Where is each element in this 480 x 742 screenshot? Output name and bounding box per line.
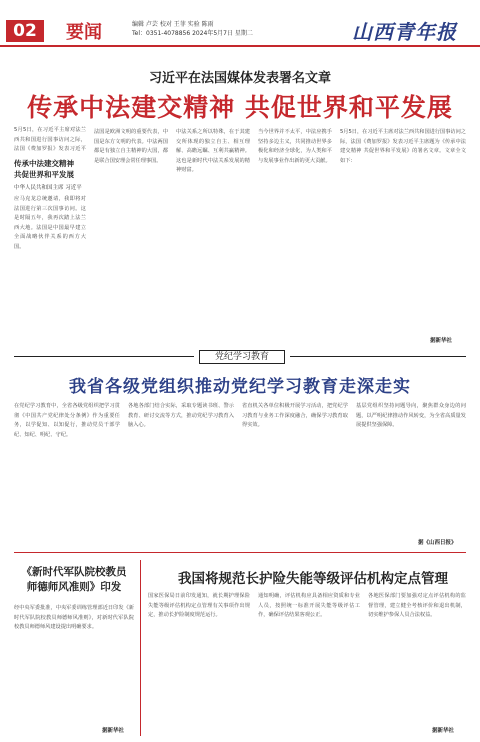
second-column-2: 各地各部门结合实际，采取专题读书班、警示教育、研讨交流等方式，推动党纪学习教育入脑入心。 xyxy=(128,403,234,429)
lead-subhead-2: 共促世界和平发展 xyxy=(14,170,74,179)
third-column-3: 各地医保部门要加强对定点评估机构的监督管理，建立健全考核评价和退出机制，切实维护参保人员合法权益。 xyxy=(368,593,466,619)
second-column-1: 在党纪学习教育中，全省各级党组织把学习贯彻《中国共产党纪律处分条例》作为重要任务，以学促知、以知促行，推动党员干部学纪、知纪、明纪、守纪。 xyxy=(14,403,120,438)
lead-column-4: 当今世界并不太平，中法应携手坚持多边主义，共同推动世界多极化和经济全球化，为人类和平与发展事业作出新的更大贡献。 xyxy=(258,129,332,164)
lead-column-2: 法国是欧洲文明的重要代表，中国是东方文明的代表。中法两国都是有独立自主精神的大国，都是联合国安理会常任理事国。 xyxy=(94,129,168,164)
section-divider xyxy=(14,552,466,553)
lead-source: 据新华社 xyxy=(430,338,453,344)
masthead xyxy=(0,0,480,48)
second-column-4: 基层党组织坚持问题导向，聚焦群众身边的问题，以严明纪律推动作风转变，为全省高质量发展提供坚强保障。 xyxy=(356,403,466,429)
lead-byline: 中华人民共和国主席 习近平 xyxy=(14,185,82,191)
second-source: 据《山西日报》 xyxy=(418,540,457,546)
tag-rule-right xyxy=(290,356,466,357)
lead-subhead-1: 传承中法建交精神 xyxy=(14,159,74,168)
side-headline xyxy=(14,565,134,595)
section-title: 要闻 xyxy=(66,22,102,43)
second-headline: 我省各级党组织推动党纪学习教育走深走实 xyxy=(69,377,411,397)
third-column-1: 国家医保局日前印发通知，就长期护理保险失能等级评估机构定点管理有关事项作出规定，推动长护险制度规范运行。 xyxy=(148,593,250,619)
third-column-2: 通知明确，评估机构应具备相应资质和专业人员，按照统一标准开展失能等级评估工作，确保评估结果客观公正。 xyxy=(258,593,360,619)
lead-headline: 传承中法建交精神 共促世界和平发展 xyxy=(27,93,453,122)
side-body: 经中央军委批准，中央军委训练管理部近日印发《新时代军队院校教员师德师风准则》，对新时代军队院校教员师德师风建设提出明确要求。 xyxy=(14,605,134,631)
lead-column-1 xyxy=(14,126,86,346)
side-headline-line-2: 师德师风准则》印发 xyxy=(26,581,122,593)
page-number: 02 xyxy=(6,20,44,42)
column-divider xyxy=(140,560,141,736)
tag-rule-left xyxy=(14,356,194,357)
third-source: 据新华社 xyxy=(432,728,455,734)
second-column-3: 省直机关各单位积极开展学习活动，把党纪学习教育与业务工作深度融合，确保学习教育取得实效。 xyxy=(242,403,348,429)
lead-column-5: 5月5日，在习近平主席对法兰西共和国进行国事访问之际，法国《费加罗报》发表习近平主席题为《传承中法建交精神 共促世界和平发展》的署名文章。文章全文如下： xyxy=(340,129,466,164)
date-line: Tel：0351-4078856 2024年5月7日 星期二 xyxy=(132,30,253,37)
masthead-rule xyxy=(0,45,480,47)
editor-line: 编辑 卢芸 校对 王菲 实验 陈雨 xyxy=(132,21,214,28)
lead-body-1: 应马克龙总统邀请，我即将对法国进行第三次国事访问。这是时隔五年，我再次踏上法兰西大地。法国是中国最早建立全面战略伙伴关系的西方大国。 xyxy=(14,196,86,250)
newspaper-logo: 山西青年报 xyxy=(352,20,457,44)
lead-column-3: 中法关系之所以特殊，在于其建交所体现的独立自主、相互理解、高瞻远瞩、互利共赢精神。这也是新时代中法关系发展的精神财富。 xyxy=(176,129,250,174)
section-tag: 党纪学习教育 xyxy=(199,350,285,364)
lead-kicker: 习近平在法国媒体发表署名文章 xyxy=(148,71,331,86)
third-headline: 我国将规范长护险失能等级评估机构定点管理 xyxy=(178,571,448,587)
lead-intro: 5月5日，在习近平主席对法兰西共和国进行国事访问之际，法国《费加罗报》发表习近平 xyxy=(14,127,86,153)
side-source: 据新华社 xyxy=(102,728,125,734)
side-headline-line-1: 《新时代军队院校教员 xyxy=(21,566,127,578)
masthead-meta xyxy=(132,20,253,38)
